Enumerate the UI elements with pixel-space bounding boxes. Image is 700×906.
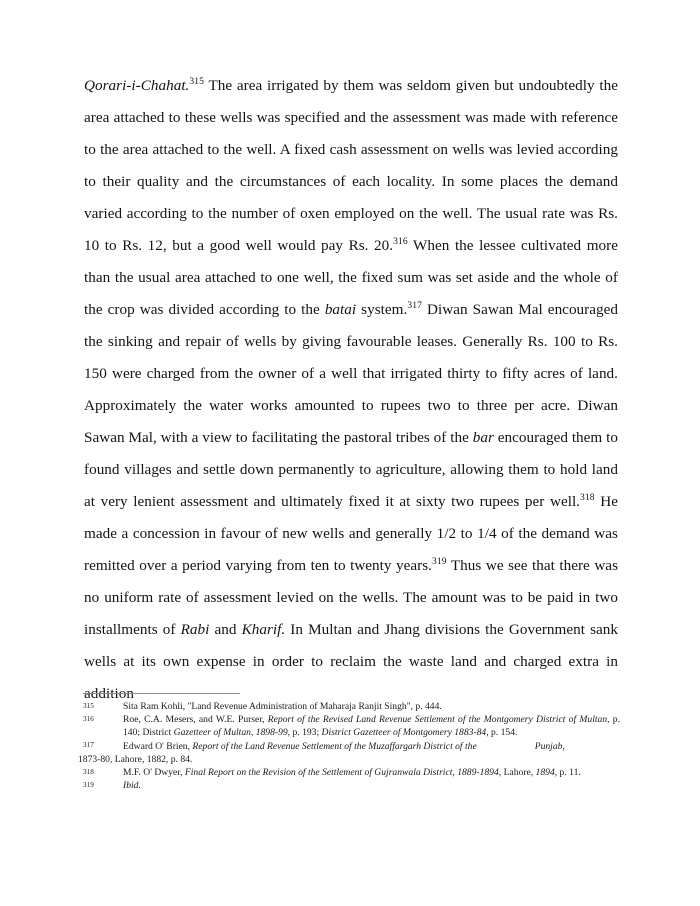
footnote-number: 319 — [83, 780, 94, 789]
paragraph-segment-6: He made a concession in favour of new wells and generally 1/2 to 1/4 of the demand was remitted over a period varying from ten to twenty years. — [84, 493, 618, 574]
footnote-text-run: M.F. O' Dwyer, — [123, 767, 185, 779]
footnote-marker-318[interactable]: 318 — [580, 491, 595, 503]
footnote-text-run: p. 140; District — [123, 714, 621, 739]
body-text-block — [84, 70, 618, 710]
footnote-number: 316 — [83, 714, 94, 723]
footnote-text-run: Report of the Land Revenue Settlement of the Muzaffargarh District of the — [192, 740, 477, 752]
footnote-text-run: Edward O' Brien, — [123, 740, 193, 752]
paragraph-segment-9: In Multan and Jhang divisions the Government sank wells at its own expense in order to reclaim the waste land and charged extra in addition — [84, 621, 619, 702]
footnote-number: 315 — [83, 701, 94, 710]
footnote-text-run: Roe, C.A. Mesers, and W.E. Purser, — [123, 714, 268, 726]
footnote-entry — [78, 700, 620, 713]
footnote-text-run: Ibid. — [123, 780, 141, 792]
footnote-text-run: p. 154. — [488, 727, 518, 739]
paragraph-segment-1: The area irrigated by them was seldom given but undoubtedly the area attached to these wells was specified and the assessment was made with reference to the area attached to the well. A fixed cash assessment on wells was levied according to their quality and the circumstances of each locality. In some places the demand varied according to the number of oxen employed on the well. The usual rate was Rs. 10 to Rs. 12, but a good well would pay Rs. 20. — [84, 77, 618, 254]
footnote-separator-rule — [83, 693, 240, 694]
paragraph-segment-5: encouraged them to found villages and settle down permanently to agriculture, allowing them to hold land at very lenient assessment and ultimately fixed it at sixty two rupees per well. — [84, 429, 618, 510]
footnote-entry — [78, 766, 620, 779]
paragraph-segment-8: and — [209, 621, 242, 638]
footnote-marker-317[interactable]: 317 — [407, 299, 422, 311]
footnote-text-run: p. 11. — [557, 767, 581, 779]
footnote-text-run: District Gazetteer of Montgomery 1883-84, — [321, 727, 489, 739]
footnote-entry — [78, 740, 620, 753]
footnote-text-run: Lahore, — [501, 767, 536, 779]
footnote-continuation-line: 1873-80, Lahore, 1882, p. 84. — [78, 753, 193, 765]
footnote-text-run: Sita Ram Kohli, "Land Revenue Administration of Maharaja Ranjit Singh", p. 444. — [123, 701, 442, 712]
footnote-text-run: Punjab, — [534, 740, 565, 752]
paragraph-segment-2: When the lessee cultivated more than the usual area attached to one well, the fixed sum was set aside and the whole of the crop was divided according to the — [84, 237, 618, 318]
footnote-number: 317 — [83, 741, 94, 750]
footnote-text-run: Gazetteer of Multan, 1898-99, — [173, 727, 291, 739]
footnote-text-run: Final Report on the Revision of the Settlement of Gujranwala District, 1889-1894, — [184, 767, 502, 779]
footnote-number: 318 — [83, 767, 94, 776]
italic-term-bar: bar — [472, 429, 494, 446]
paragraph-segment-4: Diwan Sawan Mal encouraged the sinking and repair of wells by giving favourable leases. Generally Rs. 100 to Rs. 150 were charged from the owner of a well that irrigated thirty to fifty acres of land. Approximately the water works amounted to rupees two to three per acre. Diwan Sawan Mal, with a view to facilitating the pastoral tribes of the — [84, 301, 618, 446]
footnotes-block — [78, 700, 620, 792]
footnote-text-run: Report of the Revised Land Revenue Settlement of the Montgomery District of Multan, — [267, 714, 610, 726]
italic-term-batai: batai — [324, 301, 357, 318]
footnote-marker-316[interactable]: 316 — [393, 235, 408, 247]
opening-italic-term: Qorari-i-Chahat. — [84, 77, 190, 94]
footnote-entry — [78, 713, 620, 739]
footnote-text-run: 1894, — [535, 767, 558, 779]
footnote-entry — [78, 779, 620, 792]
paragraph-segment-7: Thus we see that there was no uniform rate of assessment levied on the wells. The amount was to be paid in two installments of — [84, 557, 618, 638]
italic-term-rabi: Rabi — [180, 621, 210, 638]
italic-term-kharif: Kharif. — [241, 621, 286, 638]
footnote-text-run: p. 193; — [290, 727, 322, 739]
main-paragraph — [84, 70, 618, 710]
paragraph-segment-3: system. — [356, 301, 408, 318]
footnote-marker-319[interactable]: 319 — [432, 555, 447, 567]
footnote-marker-315[interactable]: 315 — [189, 75, 205, 87]
